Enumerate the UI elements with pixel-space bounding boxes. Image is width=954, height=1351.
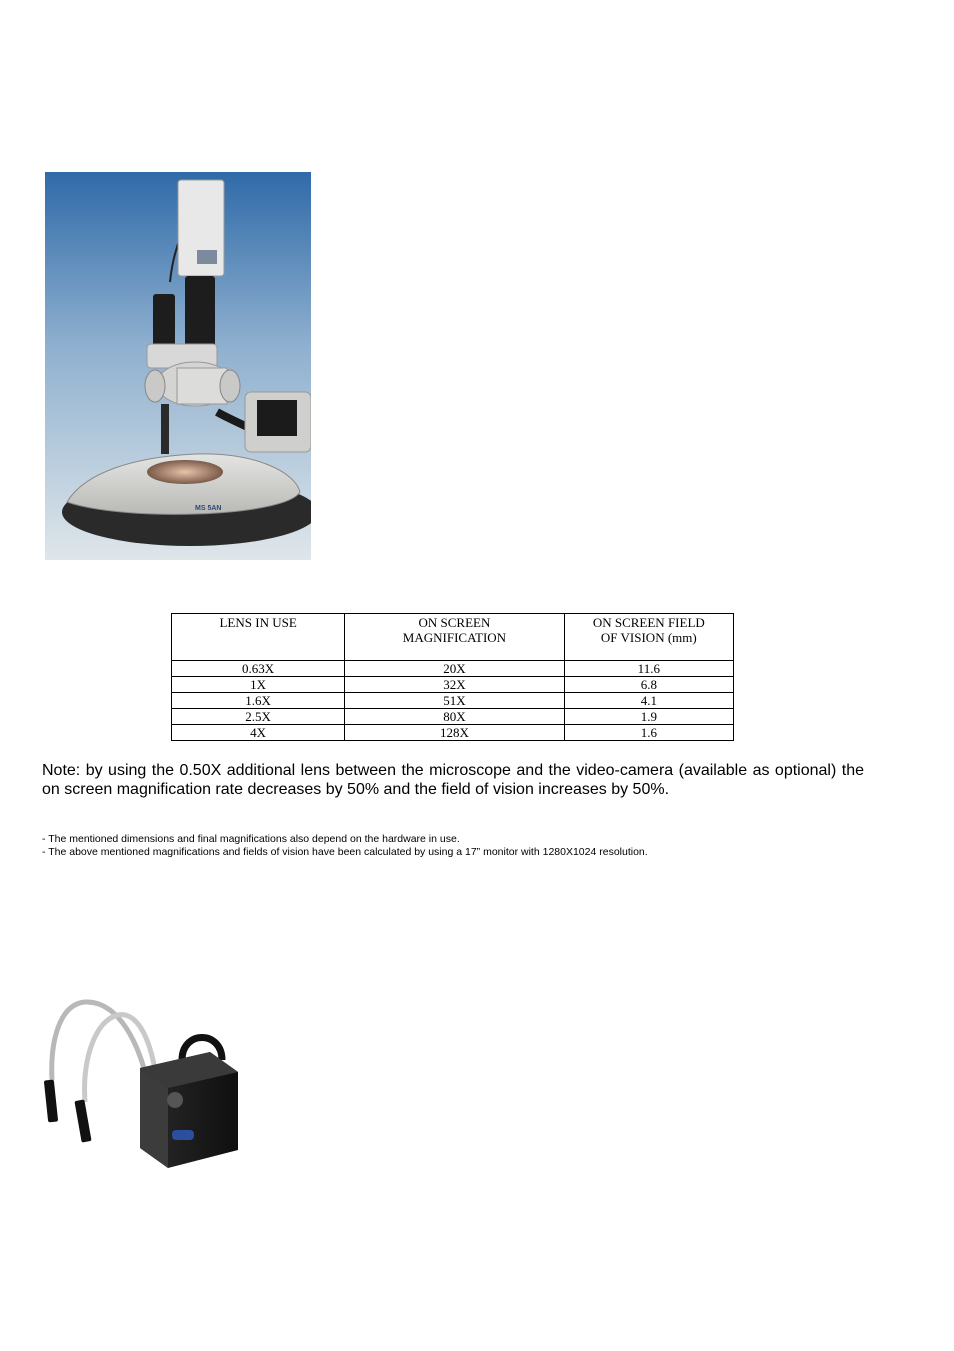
magnification-cell: 32X [345,677,564,693]
field-of-vision-cell: 1.6 [564,725,733,741]
magnification-cell: 20X [345,661,564,677]
table-row [172,677,734,693]
footnotes [42,833,922,859]
table-row [172,693,734,709]
field-of-vision-cell: 11.6 [564,661,733,677]
table-row [172,661,734,677]
lens-cell: 1X [172,677,345,693]
field-of-vision-cell: 4.1 [564,693,733,709]
light-source-photo [40,990,240,1170]
lens-cell: 2.5X [172,709,345,725]
magnification-cell: 80X [345,709,564,725]
lens-cell: 1.6X [172,693,345,709]
field-of-vision-cell: 1.9 [564,709,733,725]
table-row [172,709,734,725]
magnification-cell: 128X [345,725,564,741]
footnote-hardware: - The mentioned dimensions and final magnifications also depend on the hardware in use. [42,833,460,845]
note-paragraph: Note: by using the 0.50X additional lens between the microscope and the video-camera (available as optional) the on screen magnification rate decreases by 50% and the field of vision increases by 50%. [42,762,864,798]
microscope-label: MS 5AN [195,505,222,512]
footnote-monitor: - The above mentioned magnifications and fields of vision have been calculated by using a 17” monitor with 1280X1024 resolution. [42,846,648,858]
header-lens-in-use: LENS IN USE [172,614,345,661]
magnification-table [171,613,734,741]
magnification-cell: 51X [345,693,564,709]
field-of-vision-cell: 6.8 [564,677,733,693]
microscope-photo [45,172,311,560]
lens-cell: 4X [172,725,345,741]
table-row [172,725,734,741]
header-on-screen-magnification: ON SCREEN MAGNIFICATION [345,614,564,661]
lens-cell: 0.63X [172,661,345,677]
header-on-screen-field-of-vision: ON SCREEN FIELD OF VISION (mm) [564,614,733,661]
table-header-row [172,614,734,661]
